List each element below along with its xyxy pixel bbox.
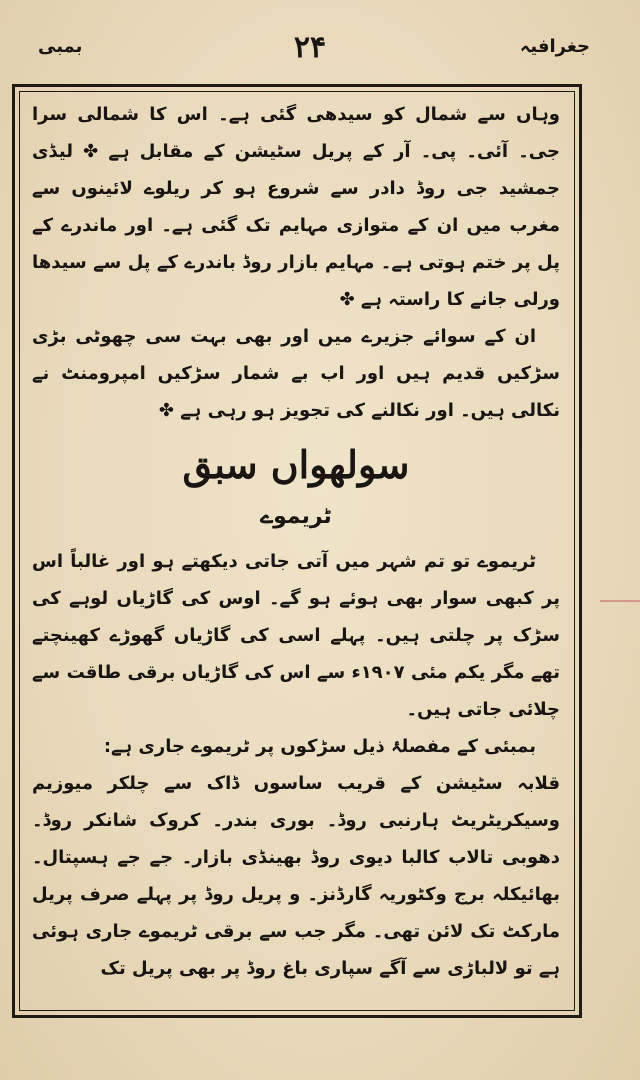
lesson-subtitle: ٹریموے: [260, 504, 332, 529]
page-number: ۲۴: [293, 30, 327, 65]
paragraph-tram-routes-intro: بمبئی کے مفصلۂ ذیل سڑکوں پر ٹریموے جاری ہے:: [103, 736, 536, 757]
paragraph-tram-routes: قلابہ سٹیشن کے قریب ساسوں ڈاک سے چلکر میوزیم وسیکریٹریٹ ہارنبی روڈ۔ بوری بندر۔ کروک شانکر روڈ۔ دھوبی تالاب کالبا دیوی روڈ بھینڈی بازار۔ جے جے ہسپتال۔ بھائیکلہ برج وکٹوریہ گارڈنز۔ و پریل روڈ پر پہلے صرف پریل مارکٹ تک لائن تھی۔ مگر جب سے برقی ٹریموے جاری ہوئی ہے تو لالباڑی سے آگے سپاری باغ روڈ پر بھی پریل تک: [32, 773, 560, 979]
margin-mark: [600, 600, 640, 602]
page-content: [26, 96, 566, 1006]
page-header: [20, 30, 600, 90]
city-name: بمبی: [38, 36, 83, 57]
lesson-title: سولھواں سبق: [182, 442, 410, 487]
paragraph-tramway: ٹریموے تو تم شہر میں آتی جاتی دیکھتے ہو اور غالباً اس پر کبھی سوار بھی ہوئے ہو گے۔ اوس کی گاڑیاں لوہے کی سڑک پر چلتی ہیں۔ پہلے اسی کی گاڑیاں گھوڑے کھینچتے تھے مگر یکم مئی ۱۹۰۷ء سے اس کی گاڑیاں برقی طاقت سے چلائی جاتی ہیں۔: [32, 551, 561, 720]
paragraph-other-roads: ان کے سوائے جزیرے میں اور بھی بہت سی چھوٹی بڑی سڑکیں قدیم ہیں اور اب بے شمار سڑکیں امپرومنٹ نے نکالی ہیں۔ اور نکالنے کی تجویز ہو رہی ہے ✤: [32, 326, 560, 421]
paragraph-roads: وہاں سے شمال کو سیدھی گئی ہے۔ اس کا شمالی سرا جی۔ آئی۔ پی۔ آر کے پریل سٹیشن کے مقابل ہے ✤ لیڈی جمشید جی روڈ دادر سے شروع ہو کر ریلوے لائینوں سے مغرب میں ان کے متوازی مہایم تک گئی ہے۔ اور ماندرے کے پل پر ختم ہوتی ہے۔ مہایم بازار روڈ باندرے کے پل سے سیدھا ورلی جانے کا راستہ ہے ✤: [32, 104, 560, 310]
book-title: جغرافیہ: [519, 36, 590, 57]
